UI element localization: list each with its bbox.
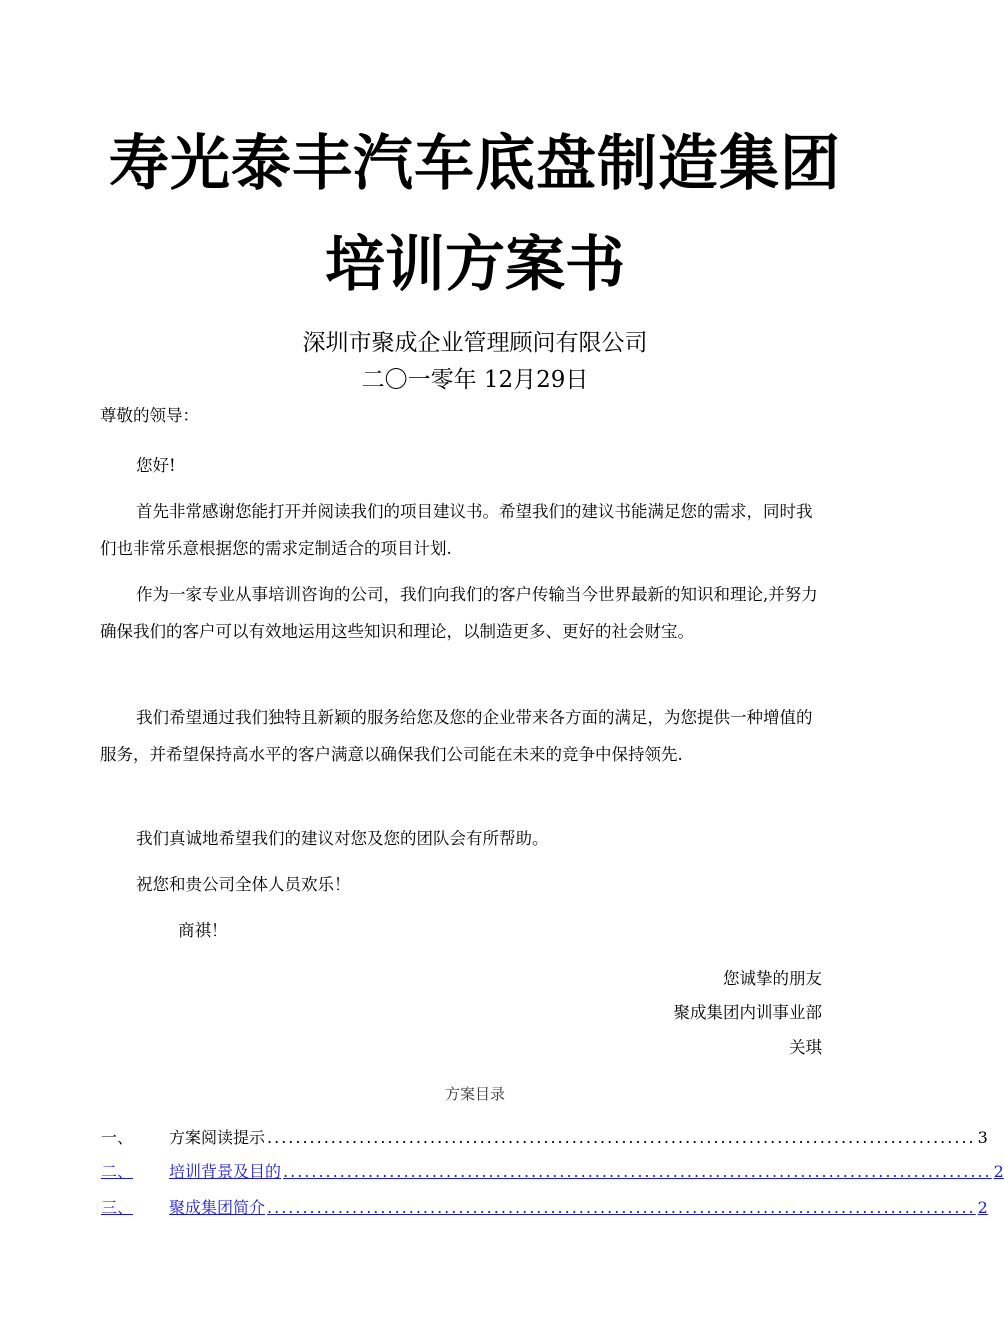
signature-line2: 聚成集团内训事业部 xyxy=(673,1003,822,1022)
toc-item-page: 3 xyxy=(977,1128,988,1147)
toc-leader-dots: .................................................................................................... xyxy=(283,1162,992,1181)
closing: 商祺！ xyxy=(178,921,228,940)
toc-item-label: 方案阅读提示 xyxy=(169,1128,266,1147)
toc-item-training-background[interactable] xyxy=(101,1158,1004,1186)
company-name: 深圳市聚成企业管理顾问有限公司 xyxy=(302,330,648,356)
signature-line1: 您诚挚的朋友 xyxy=(723,969,822,988)
document-date: 二〇一零年 12月29日 xyxy=(361,367,589,393)
toc-item-label: 聚成集团简介 xyxy=(169,1198,266,1217)
paragraph-hope: 我们真诚地希望我们的建议对您及您的团队会有所帮助。 xyxy=(136,829,549,848)
toc-leader-dots: .................................................................................................... xyxy=(267,1128,976,1147)
greeting: 您好! xyxy=(136,456,176,475)
signature-line3: 关琪 xyxy=(789,1038,822,1057)
toc-item-group-intro[interactable] xyxy=(101,1194,988,1222)
paragraph-service: 我们希望通过我们独特且新颖的服务给您及您的企业带来各方面的满足，为您提供一种增值的服务，并希望保持高水平的客户满意以确保我们公司能在未来的竞争中保持领先. xyxy=(100,708,813,764)
paragraph-wishes: 祝您和贵公司全体人员欢乐！ xyxy=(136,875,351,894)
toc-item-label: 培训背景及目的 xyxy=(169,1162,282,1181)
toc-leader-dots: .................................................................................................... xyxy=(267,1198,976,1217)
paragraph-company: 作为一家专业从事培训咨询的公司，我们向我们的客户传输当今世界最新的知识和理论,并努力确保我们的客户可以有效地运用这些知识和理论，以制造更多、更好的社会财宝。 xyxy=(100,585,818,641)
document-title-line2: 培训方案书 xyxy=(325,230,625,300)
toc-item-reading-tips xyxy=(101,1124,988,1152)
toc-item-page: 2 xyxy=(977,1198,988,1217)
toc-title: 方案目录 xyxy=(444,1085,505,1103)
toc-item-number: 一、 xyxy=(101,1128,134,1147)
document-title-line1: 寿光泰丰汽车底盘制造集团 xyxy=(109,129,841,199)
paragraph-intro: 首先非常感谢您能打开并阅读我们的项目建议书。希望我们的建议书能满足您的需求，同时我们也非常乐意根据您的需求定制适合的项目计划. xyxy=(100,502,813,558)
toc-item-number: 三、 xyxy=(101,1198,134,1217)
toc-item-page: 2 xyxy=(993,1162,1004,1181)
salutation: 尊敬的领导： xyxy=(100,406,199,425)
toc-item-number: 二、 xyxy=(101,1162,134,1181)
